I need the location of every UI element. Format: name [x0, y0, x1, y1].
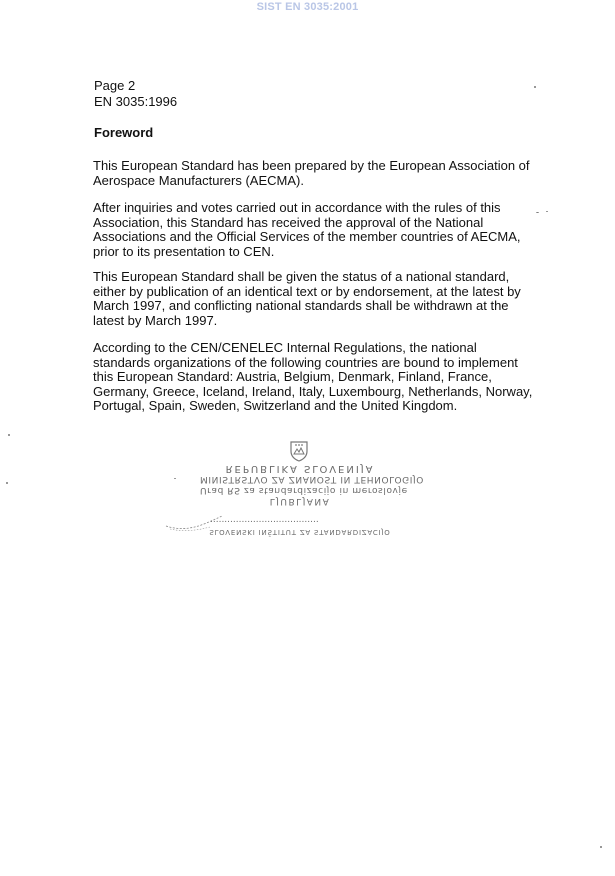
- coat-of-arms-icon: [288, 440, 310, 462]
- foreword-title: Foreword: [94, 125, 154, 140]
- paragraph-approval: After inquiries and votes carried out in accordance with the rules of this Association, this Standard has received the approval of the National Associations and the Official Services of the member countries of AECMA, prior to its presentation to CEN.: [93, 200, 521, 259]
- official-stamp: [160, 438, 424, 543]
- scan-speck: [8, 434, 10, 436]
- watermark: SIST EN 3035:2001: [256, 1, 359, 13]
- stamp-line-dots: ......................................: [210, 515, 319, 525]
- page-number: Page 2: [94, 78, 136, 93]
- page-header: [94, 78, 177, 110]
- scan-speck: [534, 86, 536, 88]
- paragraph-regulations: According to the CEN/CENELEC Internal Regulations, the national standards organizations of the following countries are bound to implement this European Standard: Austria, Belgium, Denmark, Finland, France, Germany, Greece, Iceland, Ireland, Italy, Luxembourg, Netherlands, Norway, Portugal, Spain, Sweden, Switzerland and the United Kingdom.: [93, 340, 533, 414]
- stamp-line-republic: REPUBLIKA SLOVENIJA: [225, 463, 375, 474]
- stamp-line-city: LJUBLJANA: [269, 496, 331, 506]
- scan-speck: [174, 478, 176, 479]
- stamp-line-institute: SLOVENSKI INŠTITUT ZA STANDARDIZACIJO: [209, 528, 391, 536]
- scan-speck: [6, 482, 8, 484]
- stamp-line-office: Urad RS za standardizacijo in meroslovje: [200, 485, 408, 495]
- paragraph-preparation: This European Standard has been prepared by the European Association of Aerospace Manufacturers (AECMA).: [93, 158, 530, 188]
- standard-number: EN 3035:1996: [94, 94, 178, 109]
- paragraph-status: This European Standard shall be given the status of a national standard, either by publication of an identical text or by endorsement, at the latest by March 1997, and conflicting national standards shall be withdrawn at the latest by March 1997.: [93, 269, 521, 328]
- scan-speck: [546, 211, 548, 212]
- scan-speck: [600, 846, 602, 848]
- stamp-line-ministry: MINISTRSTVO ZA ZNANOST IN TEHNOLOGIJO: [200, 474, 424, 484]
- scan-speck: [536, 212, 539, 213]
